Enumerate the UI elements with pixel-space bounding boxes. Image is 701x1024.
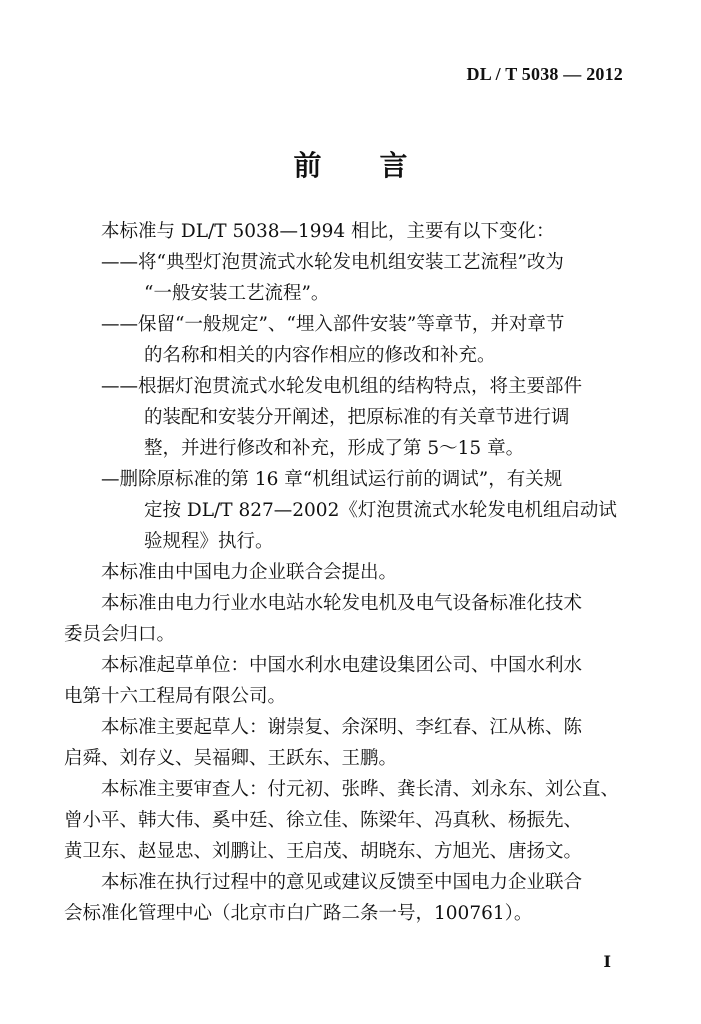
text-line: 本标准与 DL/T 5038—1994 相比，主要有以下变化： — [101, 221, 555, 242]
text-line: 整，并进行修改和补充，形成了第 5～15 章。 — [144, 438, 525, 459]
text-line: 本标准主要审查人：付元初、张晔、龚长清、刘永东、刘公直、 — [101, 779, 620, 800]
text-line: 电第十六工程局有限公司。 — [64, 686, 287, 707]
text-line: 定按 DL/T 827—2002《灯泡贯流式水轮发电机组启动试 — [144, 500, 617, 521]
text-line: 验规程》执行。 — [144, 531, 274, 552]
page-number: I — [603, 952, 611, 971]
text-line: 黄卫东、赵显忠、刘鹏让、王启茂、胡晓东、方旭光、唐扬文。 — [64, 841, 583, 862]
text-line: 委员会归口。 — [64, 624, 176, 645]
text-line: ——保留“一般规定”、“埋入部件安装”等章节，并对章节 — [101, 314, 565, 335]
text-line: 本标准由电力行业水电站水轮发电机及电气设备标准化技术 — [101, 593, 583, 614]
text-line: ——根据灯泡贯流式水轮发电机组的结构特点，将主要部件 — [101, 376, 583, 397]
text-line: “一般安装工艺流程”。 — [144, 283, 330, 304]
text-line: 启舜、刘存义、吴福卿、王跃东、王鹏。 — [64, 748, 398, 769]
text-line: ——将“典型灯泡贯流式水轮发电机组安装工艺流程”改为 — [101, 252, 564, 273]
text-line: 本标准起草单位：中国水利水电建设集团公司、中国水利水 — [101, 655, 583, 676]
text-line: 会标准化管理中心（北京市白广路二条一号，100761）。 — [64, 903, 533, 924]
text-line: —删除原标准的第 16 章“机组试运行前的调试”，有关规 — [101, 469, 563, 490]
standard-number: DL / T 5038 — 2012 — [466, 64, 623, 84]
text-line: 本标准主要起草人：谢崇复、余深明、李红春、江从栋、陈 — [101, 717, 583, 738]
text-line: 的装配和安装分开阐述，把原标准的有关章节进行调 — [144, 407, 570, 428]
text-line: 曾小平、韩大伟、奚中廷、徐立佳、陈梁年、冯真秋、杨振先、 — [64, 810, 583, 831]
page-title: 前言 — [293, 149, 466, 182]
preface-body — [64, 216, 630, 929]
text-line: 本标准由中国电力企业联合会提出。 — [101, 562, 398, 583]
text-line: 的名称和相关的内容作相应的修改和补充。 — [144, 345, 496, 366]
text-line: 本标准在执行过程中的意见或建议反馈至中国电力企业联合 — [101, 872, 583, 893]
